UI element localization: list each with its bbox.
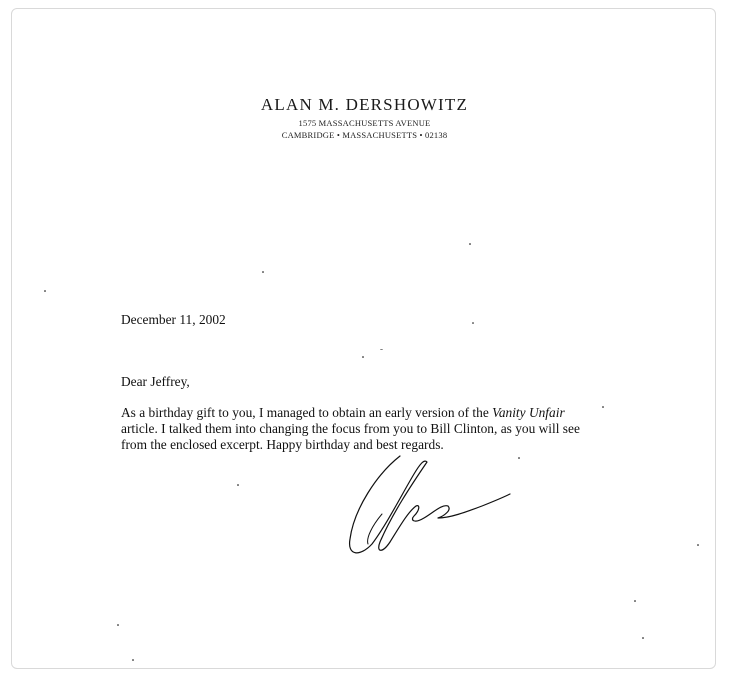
scan-speck [132,659,134,661]
scan-speck [262,271,264,273]
letter-body-line-1 [121,405,565,421]
scan-speck [469,243,471,245]
letter-page [12,9,716,669]
scan-speck [380,349,383,350]
scan-speck [602,406,604,408]
scan-speck [117,624,119,626]
scan-speck [518,457,520,459]
document-frame [11,8,716,669]
scan-speck [237,484,239,486]
scan-speck [44,290,46,292]
scan-speck [642,637,644,639]
letter-date: December 11, 2002 [121,312,226,327]
letterhead-name: ALAN M. DERSHOWITZ [260,95,469,114]
scan-speck [634,600,636,602]
body-line-1-text: As a birthday gift to you, I managed to obtain an early version of the [121,405,493,420]
letter-salutation: Dear Jeffrey, [121,374,190,389]
letter-body-line-2: article. I talked them into changing the focus from you to Bill Clinton, as you will see [121,421,580,436]
letterhead-address-street: 1575 MASSACHUSETTS AVENUE [298,118,431,128]
scan-speck [697,544,699,546]
scan-speck [472,322,474,324]
scan-speck [362,356,364,358]
body-line-1-italic-title: Vanity Unfair [492,405,565,420]
letter-body-line-3: from the enclosed excerpt. Happy birthday and best regards. [121,437,444,452]
handwritten-signature [342,454,512,559]
letterhead-address-city: CAMBRIDGE • MASSACHUSETTS • 02138 [281,130,448,140]
